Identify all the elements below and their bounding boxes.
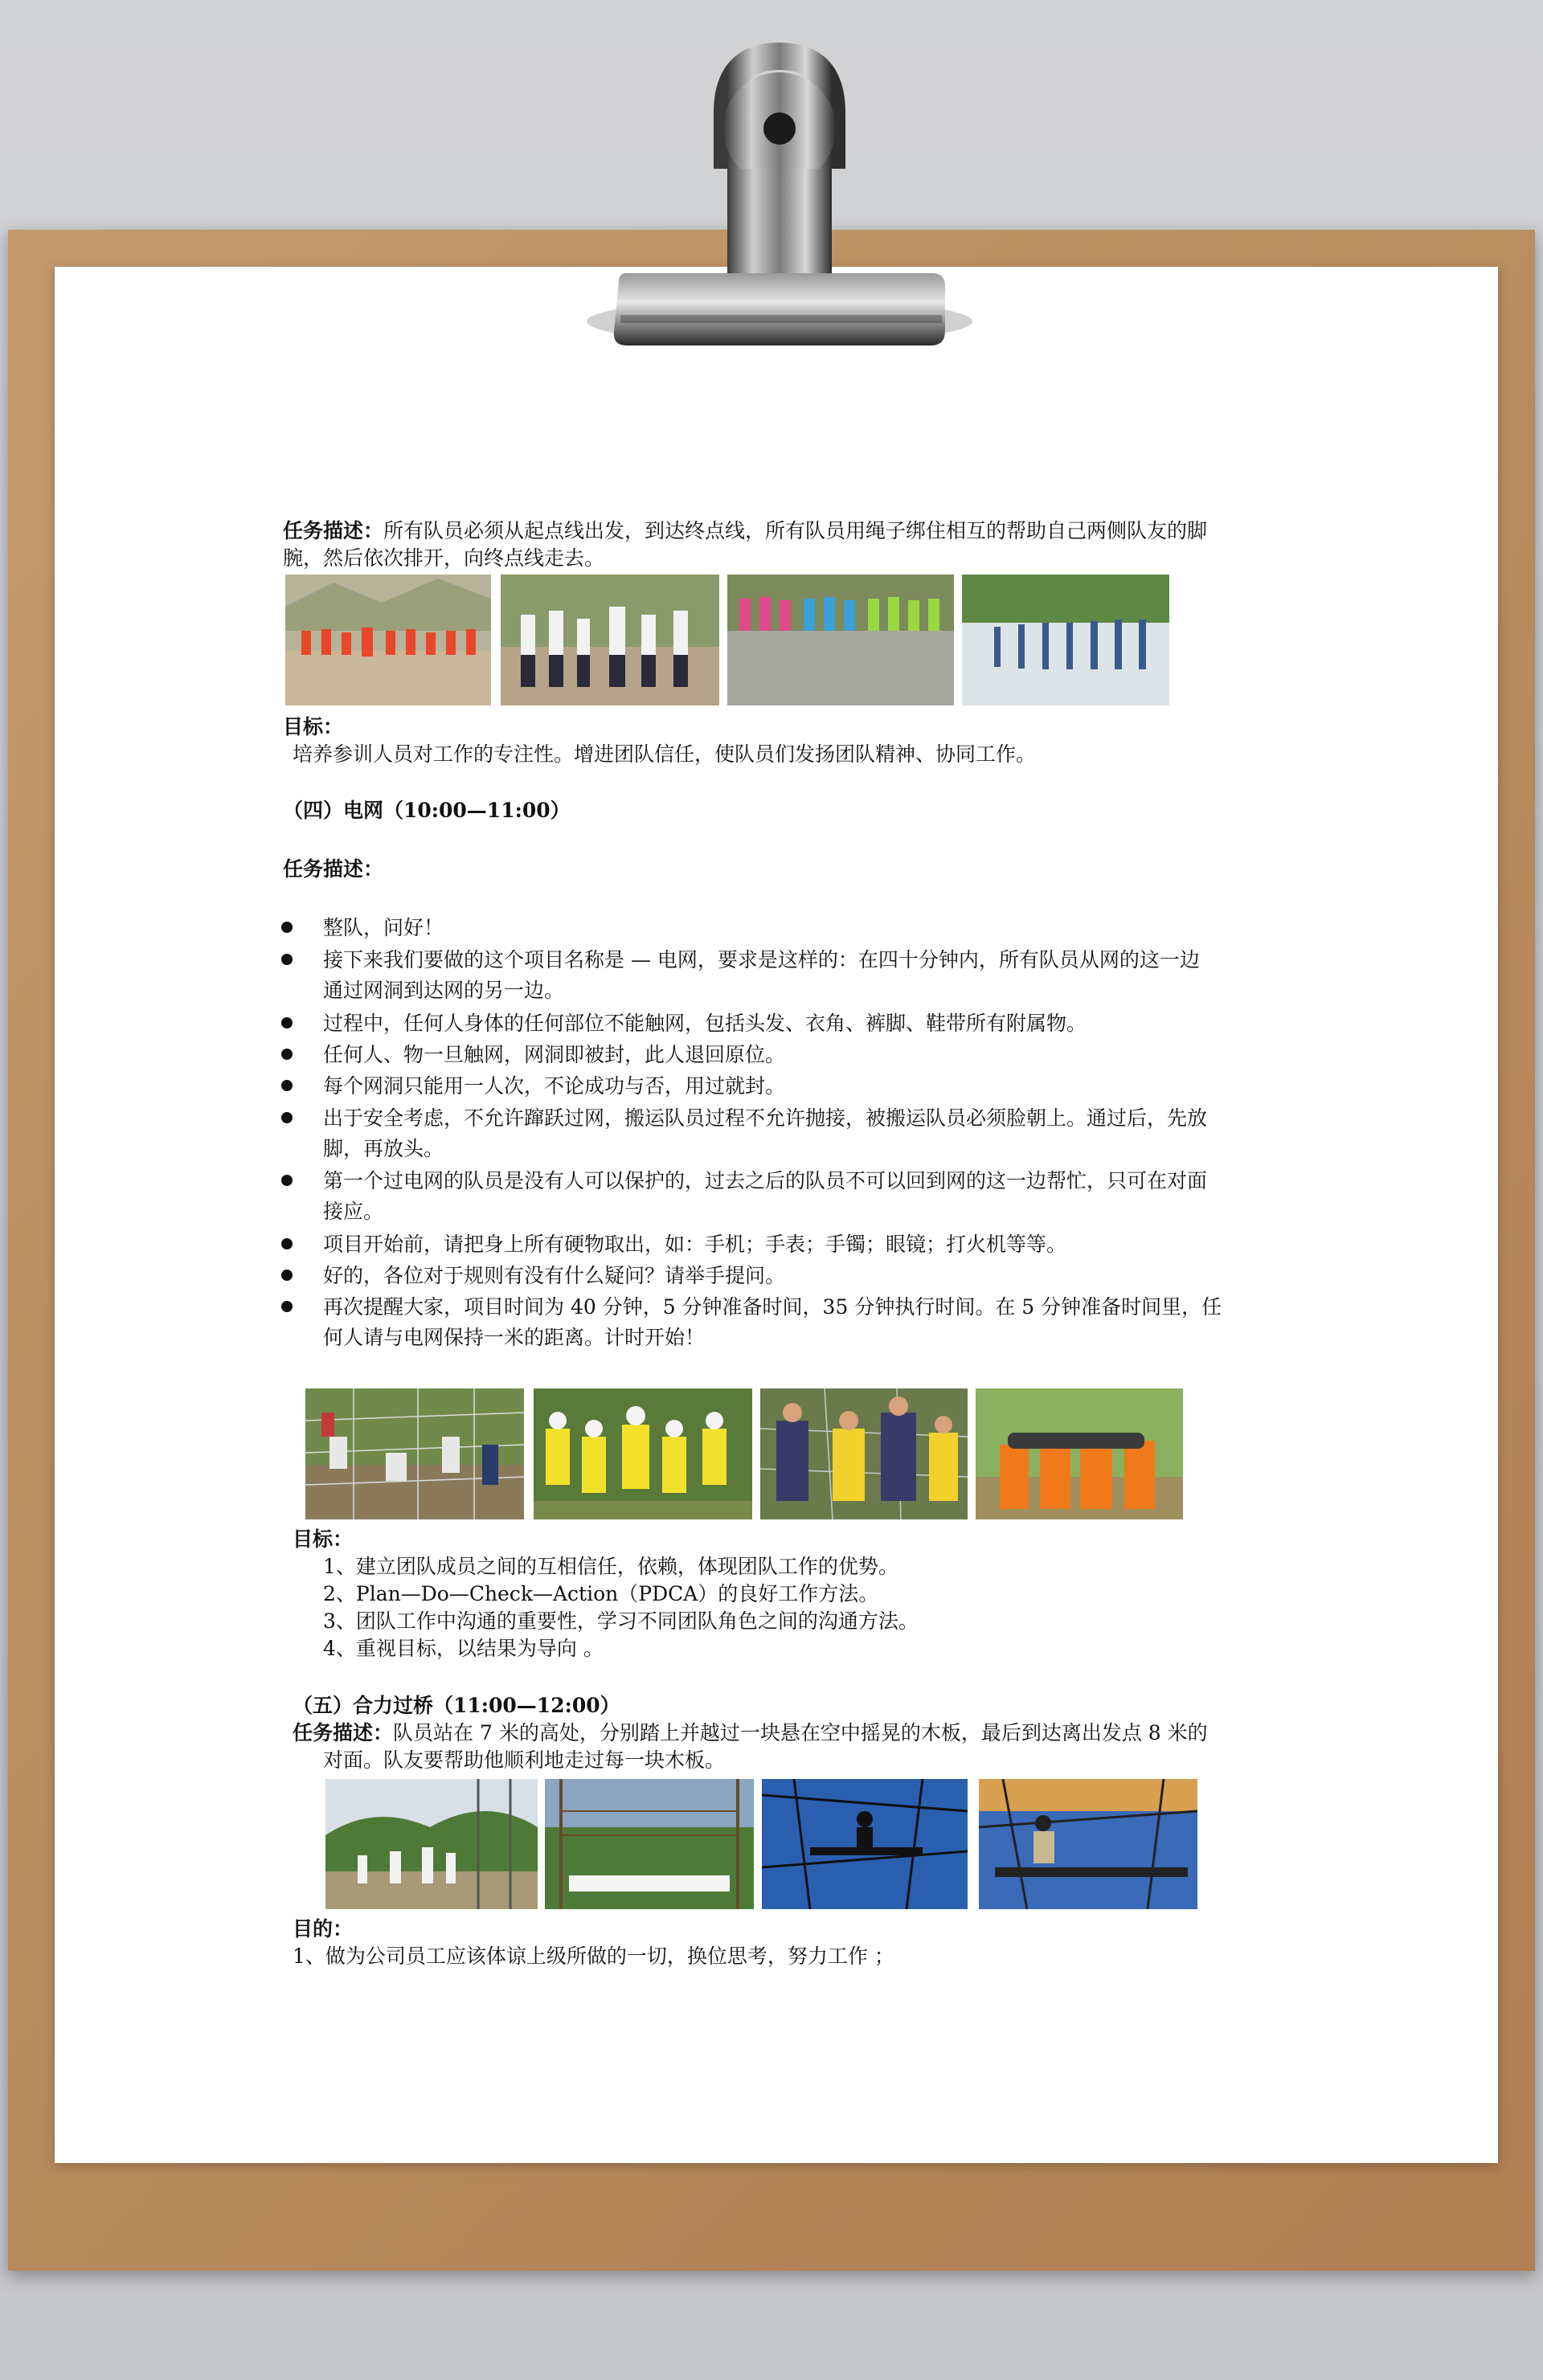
photo-team-walk-4 (962, 575, 1169, 705)
task-description-line2: 对面。队友要帮助他顺利地走过每一块木板。 (323, 1748, 726, 1772)
bullet-dot (281, 1301, 293, 1312)
section-heading-bridge: （五）合力过桥（11:00—12:00） (293, 1694, 620, 1717)
bullet-dot (281, 1270, 293, 1281)
bullet-dot (281, 1175, 293, 1186)
goal-item: 2、Plan—Do—Check—Action（PDCA）的良好工作方法。 (323, 1582, 879, 1605)
bullet-dot (281, 922, 293, 933)
bullet-dot (281, 1080, 293, 1091)
photo-electric-net-2 (534, 1388, 752, 1519)
list-item: 项目开始前，请把身上所有硬物取出，如：手机；手表；手镯；眼镜；打火机等等。 (323, 1233, 1067, 1256)
goal-label: 目标： (293, 1527, 354, 1551)
bullet-dot (281, 954, 293, 965)
photo-bridge-2 (545, 1779, 754, 1909)
list-item-continued: 接应。 (323, 1200, 384, 1223)
goal-text: 培养参训人员对工作的专注性。增进团队信任，使队员们发扬团队精神、协同工作。 (293, 742, 1037, 766)
purpose-text: 1、做为公司员工应该体谅上级所做的一切，换位思考，努力工作 ； (293, 1944, 894, 1968)
task-description-line1: 任务描述：队员站在 7 米的高处，分别踏上并越过一块悬在空中摇晃的木板，最后到达离出发点 8 米的 (293, 1721, 1208, 1744)
section-heading-electric-net: （四）电网（10:00—11:00） (283, 799, 571, 822)
bullet-dot (281, 1049, 293, 1060)
list-item: 任何人、物一旦触网，网洞即被封，此人退回原位。 (323, 1043, 786, 1066)
photo-electric-net-4 (976, 1388, 1183, 1519)
photo-electric-net-1 (305, 1388, 524, 1519)
list-item: 每个网洞只能用一人次，不论成功与否，用过就封。 (323, 1074, 786, 1098)
goal-item: 3、团队工作中沟通的重要性，学习不同团队角色之间的沟通方法。 (323, 1609, 919, 1633)
list-item: 接下来我们要做的这个项目名称是 — 电网，要求是这样的：在四十分钟内，所有队员从网的这一边 (323, 948, 1200, 971)
photo-team-walk-3 (727, 575, 954, 705)
photo-bridge-3 (762, 1779, 968, 1909)
task-label: 任务描述： (283, 519, 384, 542)
photo-bridge-1 (325, 1779, 538, 1909)
bullet-dot (281, 1017, 293, 1028)
list-item: 第一个过电网的队员是没有人可以保护的，过去之后的队员不可以回到网的这一边帮忙，只可在对面 (323, 1169, 1208, 1192)
bullet-dot (281, 1112, 293, 1123)
goal-item: 4、重视目标，以结果为导向 。 (323, 1637, 604, 1660)
task-label: 任务描述： (283, 857, 384, 881)
list-item-continued: 脚，再放头。 (323, 1137, 444, 1160)
task-description-line1: 任务描述：所有队员必须从起点线出发，到达终点线，所有队员用绳子绑住相互的帮助自己两侧队友的脚 (283, 519, 1208, 542)
photo-bridge-4 (979, 1779, 1197, 1909)
task-description-line2: 腕，然后依次排开，向终点线走去。 (283, 546, 605, 570)
photo-team-walk-2 (501, 575, 719, 705)
list-item-continued: 通过网洞到达网的另一边。 (323, 979, 565, 1002)
list-item: 好的，各位对于规则有没有什么疑问？请举手提问。 (323, 1264, 786, 1287)
list-item: 出于安全考虑，不允许蹿跃过网，搬运队员过程不允许抛接，被搬运队员必须脸朝上。通过后，先放 (323, 1106, 1208, 1130)
bullet-dot (281, 1238, 293, 1249)
photo-team-walk-1 (285, 575, 491, 705)
list-item: 过程中，任何人身体的任何部位不能触网，包括头发、衣角、裤脚、鞋带所有附属物。 (323, 1012, 1087, 1035)
goal-item: 1、建立团队成员之间的互相信任，依赖，体现团队工作的优势。 (323, 1555, 898, 1578)
list-item-continued: 何人请与电网保持一米的距离。计时开始！ (323, 1326, 706, 1349)
list-item: 再次提醒大家，项目时间为 40 分钟，5 分钟准备时间，35 分钟执行时间。在 5 分钟准备时间里，任 (323, 1295, 1222, 1319)
photo-electric-net-3 (760, 1388, 968, 1519)
task-label: 任务描述： (293, 1721, 394, 1744)
goal-label: 目标： (283, 715, 344, 738)
purpose-label: 目的： (293, 1917, 354, 1940)
list-item: 整队，问好！ (323, 916, 444, 939)
